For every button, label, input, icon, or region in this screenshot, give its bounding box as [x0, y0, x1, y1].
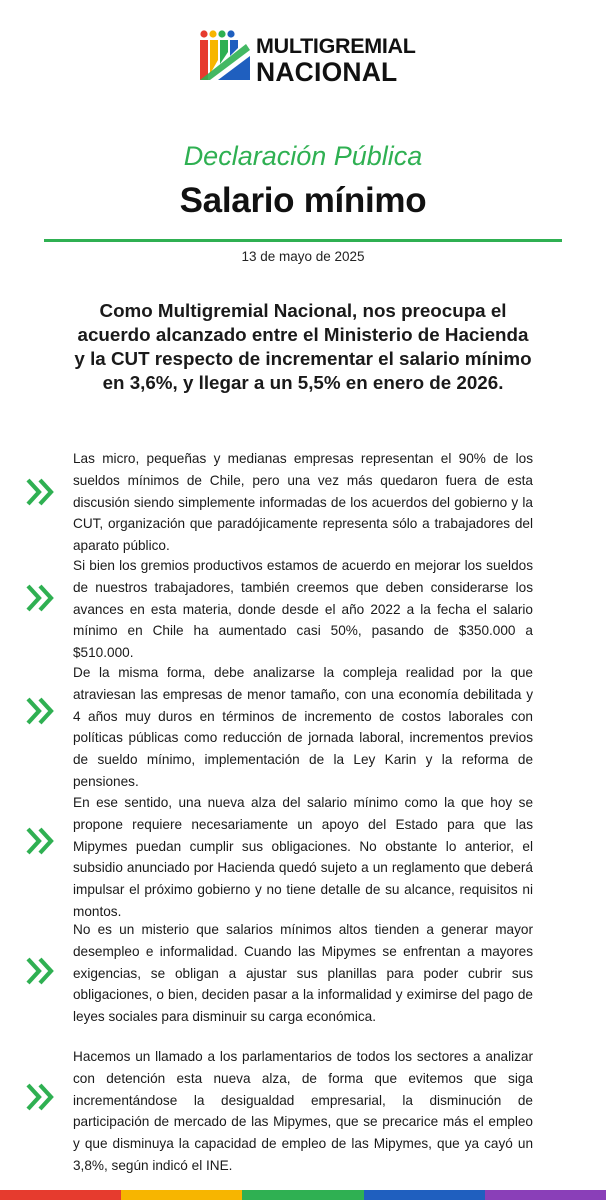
double-chevron-right-icon: [25, 476, 57, 508]
body-paragraph: En ese sentido, una nueva alza del salario mínimo como la que hoy se propone requiere necesariamente un apoyo del Estado para que las Mipymes puedan cumplir sus obligaciones. No obstante lo anterior, el subsidio anunciado por Hacienda quedó sujeto a un reglamento que deberá impulsar el próximo gobierno y no tiene detalle de su alcance, requisitos ni montos.: [73, 795, 533, 919]
logo-wordmark: [256, 36, 416, 85]
logo-mark-icon: [198, 30, 252, 82]
brand-color-bar: [0, 1190, 606, 1200]
double-chevron-right-icon: [25, 695, 57, 727]
color-segment: [242, 1190, 363, 1200]
body-paragraph: No es un misterio que salarios mínimos altos tienden a generar mayor desempleo e informalidad. Cuando las Mipymes se enfrentan a mayores exigencias, se obligan a ajustar sus planillas para poder cubrir sus obligaciones, o bien, deciden pasar a la informalidad y eximirse del pago de leyes sociales para disminuir su carga económica.: [73, 922, 533, 1025]
color-segment: [364, 1190, 485, 1200]
double-chevron-right-icon: [25, 955, 57, 987]
logo-line-1: MULTIGREMIAL: [256, 34, 416, 58]
document-type: Declaración Pública: [183, 141, 423, 171]
lead-statement: Como Multigremial Nacional, nos preocupa el acuerdo alcanzado entre el Ministerio de Hacienda y la CUT respecto de incrementar el salario mínimo en 3,6%, y llegar a un 5,5% en enero de 2026.: [74, 300, 532, 393]
color-segment: [0, 1190, 121, 1200]
double-chevron-right-icon: [25, 825, 57, 857]
publish-date: 13 de mayo de 2025: [241, 249, 365, 264]
body-paragraph: Si bien los gremios productivos estamos de acuerdo en mejorar los sueldos de nuestros trabajadores, también creemos que deben considerarse los avances en esta materia, donde desde el año 2022 a la fecha el salario mínimo en Chile ha aumentado casi 50%, pasando de $350.000 a $510.000.: [73, 558, 533, 661]
body-paragraph: Hacemos un llamado a los parlamentarios de todos los sectores a analizar con detención esta nueva alza, de forma que evitemos que siga incrementándose la desigualdad empresarial, la disminución de participación de mercado de las Mipymes, que se precarice más el empleo y que disminuya la capacidad de empleo de las Mipymes, que ya cayó un 3,8%, según indicó el INE.: [73, 1049, 533, 1173]
double-chevron-right-icon: [25, 1081, 57, 1113]
page-title: Salario mínimo: [179, 181, 427, 220]
logo: [198, 30, 416, 87]
color-segment: [121, 1190, 242, 1200]
double-chevron-right-icon: [25, 582, 57, 614]
body-paragraph: De la misma forma, debe analizarse la compleja realidad por la que atraviesan las empresas de menor tamaño, con una economía debilitada y 4 años muy duros en términos de incremento de costos laborales con políticas públicas como reducción de jornada laboral, incrementos previos de sueldo mínimo, implementación de la Ley Karin y la reforma de pensiones.: [73, 665, 533, 789]
logo-line-2: NACIONAL: [256, 56, 398, 87]
body-paragraph: Las micro, pequeñas y medianas empresas representan el 90% de los sueldos mínimos de Chile, pero una vez más quedaron fuera de esta discusión siendo simplemente informadas de los acuerdos del gobierno y la CUT, organización que paradójicamente representa sólo a trabajadores del aparato público.: [73, 451, 533, 554]
color-segment: [485, 1190, 606, 1200]
title-divider: [44, 239, 562, 242]
